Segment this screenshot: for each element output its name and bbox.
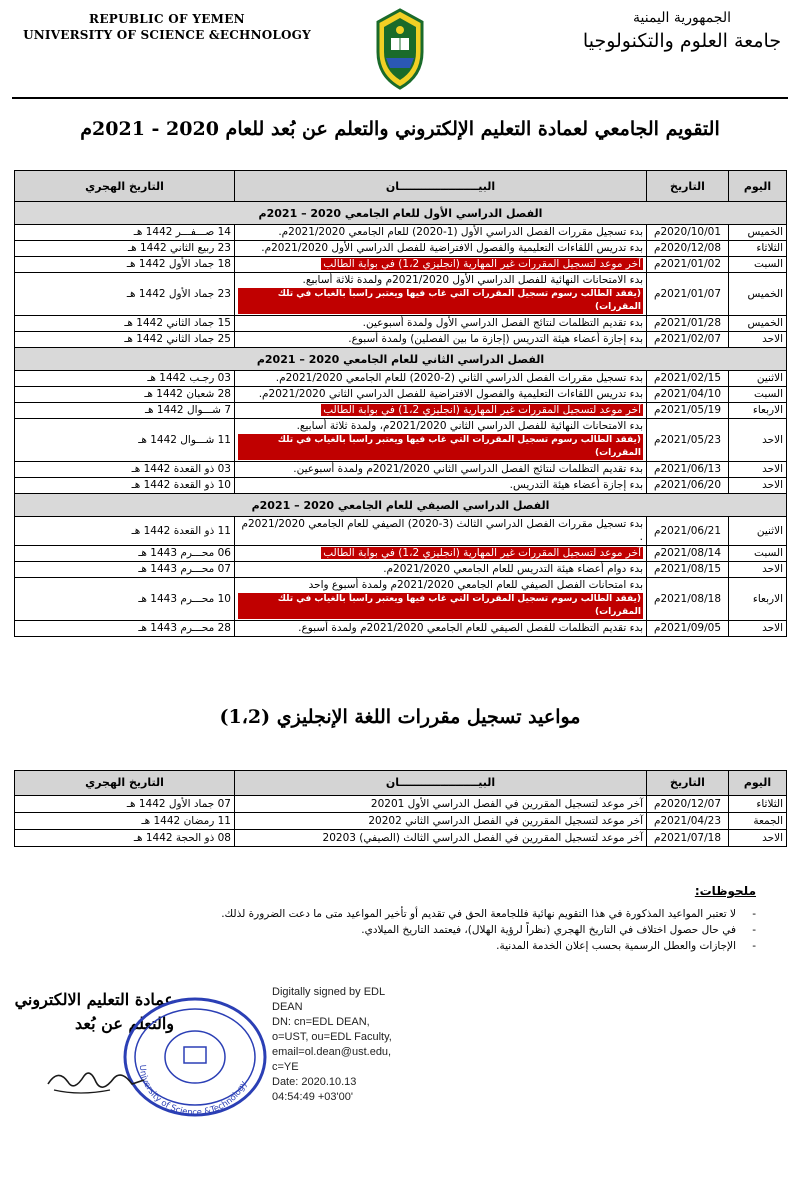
row-day: الخميس [729,225,787,241]
row-date: 2021/08/18م [647,578,729,621]
table-header-row [15,171,787,202]
row-date: 2020/10/01م [647,225,729,241]
row-day: الاحد [729,332,787,348]
note-item: - الإجازات والعطل الرسمية بحسب إعلان الخدمة المدنية. [496,940,756,952]
republic-label: REPUBLIC OF YEMEN [89,12,245,26]
event-text: بدء إجازة أعضاء هيئة التدريس (إجازة ما بين الفصلين) ولمدة أسبوع. [348,333,643,345]
row-date: 2021/01/28م [647,316,729,332]
row-date: 2021/02/07م [647,332,729,348]
semester-heading: الفصل الدراسي الصيفي للعام الجامعي 2020 – 2021م [15,494,787,517]
english-body [15,796,787,847]
row-hijri: 18 جماد الأول 1442 هـ [15,257,235,273]
row-day: الاحد [729,478,787,494]
row-day: الاربعاء [729,578,787,621]
university-label-ar: جامعة العلوم والتكنولوجيا [582,30,782,52]
row-day: الاحد [729,830,787,847]
event-text: بدء الامتحانات النهائية للفصل الدراسي الأول 2021/2020م ولمدة ثلاثة أسابيع. [302,274,643,286]
english-header-row [15,771,787,796]
row-event [235,419,647,462]
row-day: الجمعة [729,813,787,830]
row-hijri: 07 جماد الأول 1442 هـ [15,796,235,813]
row-hijri: 14 صـــفـــر 1442 هـ [15,225,235,241]
row-hijri: 10 ذو القعدة 1442 هـ [15,478,235,494]
table-row [15,273,787,316]
deadline-highlight: آخر موعد لتسجيل المقررات غير المهارية (انجليزي 1،2) في بوابة الطالب [323,404,641,416]
event-text: بدء تقديم التظلمات لنتائج الفصل الدراسي الأول ولمدة أسبوعين. [362,317,643,329]
row-day: الثلاثاء [729,241,787,257]
row-date: 2021/09/05م [647,621,729,637]
row-day: الاربعاء [729,403,787,419]
table-row [15,813,787,830]
row-event [235,621,647,637]
official-stamp-icon [120,995,270,1120]
table-row [15,316,787,332]
row-day: الثلاثاء [729,796,787,813]
col-hijri: التاريخ الهجري [15,171,235,202]
arabic-header [582,10,782,52]
table-row [15,621,787,637]
row-hijri: 23 ربيع الثاني 1442 هـ [15,241,235,257]
digital-signature-block: Digitally signed by EDL DEAN DN: cn=EDL DEAN, o=UST, ou=EDL Faculty, email=ol.dean@ust.edu, c=YE Date: 2020.10.13 04:54:49 +03'00' [272,986,392,1103]
table-row [15,830,787,847]
row-date: 2021/05/19م [647,403,729,419]
row-hijri: 06 محـــرم 1443 هـ [15,546,235,562]
row-event [235,462,647,478]
row-event [235,403,647,419]
row-event: آخر موعد لتسجيل المقررين في الفصل الدراسي الأول 20201 [235,796,647,813]
row-event [235,387,647,403]
semester-heading: الفصل الدراسي الأول للعام الجامعي 2020 – 2021م [15,202,787,225]
col-date: التاريخ [647,171,729,202]
row-date: 2021/07/18م [647,830,729,847]
table-row [15,478,787,494]
table-row [15,578,787,621]
event-text: بدء تسجيل مقررات الفصل الدراسي الثالث (3-2020) الصيفي للعام الجامعي 2021/2020م . [241,518,643,543]
row-day: الاثنين [729,517,787,546]
deadline-highlight: آخر موعد لتسجيل المقررات غير المهارية (انجليزي 1،2) في بوابة الطالب [323,258,641,270]
event-text: بدء إجازة أعضاء هيئة التدريس. [509,479,643,491]
event-text: بدء تقديم التظلمات للفصل الصيفي للعام الجامعي 2021/2020م ولمدة أسبوع. [298,622,643,634]
absence-warning: (يفقد الطالب رسوم تسجيل المقررات التي غاب فيها ويعتبر راسباً بالغياب في تلك المقررات) [238,593,643,619]
calendar-body [15,202,787,637]
row-hijri: 11 رمضان 1442 هـ [15,813,235,830]
row-event: آخر موعد لتسجيل المقررين في الفصل الدراسي الثالث (الصيفي) 20203 [235,830,647,847]
event-text: بدء تدريس اللقاءات التعليمية والفصول الافتراضية للفصل الدراسي الثاني 2021/2020م. [258,388,643,400]
row-date: 2021/06/20م [647,478,729,494]
event-text: بدء تسجيل مقررات الفصل الدراسي الأول (1-2020) للعام الجامعي 2021/2020م. [278,226,643,238]
eng-col-day: اليوم [729,771,787,796]
table-row [15,332,787,348]
semester-heading: الفصل الدراسي الثاني للعام الجامعي 2020 – 2021م [15,348,787,371]
row-date: 2021/04/10م [647,387,729,403]
row-day: السبت [729,387,787,403]
semester-heading-row [15,348,787,371]
table-row [15,257,787,273]
semester-heading-row [15,494,787,517]
row-event [235,578,647,621]
row-date: 2021/06/21م [647,517,729,546]
english-header [22,12,312,42]
table-row [15,403,787,419]
table-row [15,517,787,546]
note-item: - في حال حصول اختلاف في التاريخ الهجري (نظراً لرؤية الهلال)، فيعتمد التاريخ الميلادي. [361,924,756,936]
row-hijri: 11 شـــوال 1442 هـ [15,419,235,462]
row-day: الخميس [729,273,787,316]
dean-line-1: عمادة التعليم الالكتروني [14,990,174,1009]
table-row [15,225,787,241]
svg-text:University of Science &Technol: University of Science &Technology [136,1064,250,1119]
english-table [14,770,787,847]
row-hijri: 28 شعبان 1442 هـ [15,387,235,403]
row-hijri: 03 ذو القعدة 1442 هـ [15,462,235,478]
row-day: الخميس [729,316,787,332]
row-date: 2021/08/15م [647,562,729,578]
table-row [15,796,787,813]
absence-warning: (يفقد الطالب رسوم تسجيل المقررات التي غاب فيها ويعتبر راسباً بالغياب في تلك المقررات) [238,434,643,460]
event-text: بدء تسجيل مقررات الفصل الدراسي الثاني (2-2020) للعام الجامعي 2021/2020م. [275,372,643,384]
row-event [235,332,647,348]
table-row [15,387,787,403]
row-event [235,478,647,494]
row-hijri: 7 شـــوال 1442 هـ [15,403,235,419]
note-item: - لا تعتبر المواعيد المذكورة في هذا التقويم نهائية فللجامعة الحق في تقديم أو تأخير المواعيد متى ما دعت الضرورة لذلك. [221,908,756,920]
row-event [235,517,647,546]
eng-col-hijri: التاريخ الهجري [15,771,235,796]
handwritten-signature-icon [40,1060,150,1100]
row-hijri: 23 جماد الأول 1442 هـ [15,273,235,316]
row-event [235,273,647,316]
dean-line-2: والتعلم عن بُعد [75,1014,174,1033]
row-hijri: 03 رجـب 1442 هـ [15,371,235,387]
row-event [235,371,647,387]
table-row [15,546,787,562]
row-date: 2020/12/07م [647,796,729,813]
event-text: بدء تدريس اللقاءات التعليمية والفصول الافتراضية للفصل الدراسي الأول 2021/2020م. [261,242,643,254]
university-logo-icon [364,8,436,90]
row-hijri: 25 جماد الثاني 1442 هـ [15,332,235,348]
row-event [235,316,647,332]
row-day: الاحد [729,621,787,637]
row-hijri: 07 محـــرم 1443 هـ [15,562,235,578]
row-hijri: 10 محـــرم 1443 هـ [15,578,235,621]
event-text: بدء امتحانات الفصل الصيفي للعام الجامعي 2021/2020م ولمدة أسبوع واحد [308,579,643,591]
table-row [15,562,787,578]
eng-col-event: البيـــــــــــــــــــــان [235,771,647,796]
row-date: 2021/04/23م [647,813,729,830]
row-day: الاحد [729,419,787,462]
calendar-table [14,170,787,637]
table-row [15,241,787,257]
row-date: 2020/12/08م [647,241,729,257]
row-date: 2021/08/14م [647,546,729,562]
university-label: UNIVERSITY OF SCIENCE &ECHNOLOGY [23,28,311,42]
row-day: الاحد [729,462,787,478]
row-hijri: 11 ذو القعدة 1442 هـ [15,517,235,546]
row-date: 2021/01/07م [647,273,729,316]
row-hijri: 08 ذو الحجة 1442 هـ [15,830,235,847]
row-event [235,241,647,257]
row-day: الاحد [729,562,787,578]
notes-title: ملحوظات: [694,884,756,898]
table-row [15,462,787,478]
header-divider [12,97,788,99]
semester-heading-row [15,202,787,225]
row-event [235,225,647,241]
row-day: السبت [729,257,787,273]
eng-col-date: التاريخ [647,771,729,796]
row-day: الاثنين [729,371,787,387]
absence-warning: (يفقد الطالب رسوم تسجيل المقررات التي غاب فيها ويعتبر راسباً بالغياب في تلك المقررات) [238,288,643,314]
row-event [235,257,647,273]
page-title: التقويم الجامعي لعمادة التعليم الإلكتروني والتعلم عن بُعد للعام 2020 - 2021م [80,118,720,140]
republic-label-ar: الجمهورية اليمنية [632,10,731,26]
notes-list [116,906,756,954]
row-date: 2021/05/23م [647,419,729,462]
row-date: 2021/02/15م [647,371,729,387]
event-text: بدء الامتحانات النهائية للفصل الدراسي الثاني 2021/2020م، ولمدة ثلاثة أسابيع. [296,420,643,432]
col-event: البيـــــــــــــــــــــان [235,171,647,202]
deadline-highlight: آخر موعد لتسجيل المقررات غير المهارية (انجليزي 1،2) في بوابة الطالب [323,547,641,559]
row-hijri: 28 محـــرم 1443 هـ [15,621,235,637]
event-text: بدء دوام أعضاء هيئة التدريس للعام الجامعي 2021/2020م. [383,563,643,575]
row-event [235,546,647,562]
row-event [235,562,647,578]
row-day: السبت [729,546,787,562]
table-row [15,419,787,462]
event-text: بدء تقديم التظلمات لنتائج الفصل الدراسي الثاني 2021/2020م ولمدة أسبوعين. [293,463,643,475]
row-date: 2021/01/02م [647,257,729,273]
table-row [15,371,787,387]
row-date: 2021/06/13م [647,462,729,478]
row-hijri: 15 جماد الثاني 1442 هـ [15,316,235,332]
english-section-title: مواعيد تسجيل مقررات اللغة الإنجليزي (1،2) [219,706,581,728]
col-day: اليوم [729,171,787,202]
row-event: آخر موعد لتسجيل المقررين في الفصل الدراسي الثاني 20202 [235,813,647,830]
